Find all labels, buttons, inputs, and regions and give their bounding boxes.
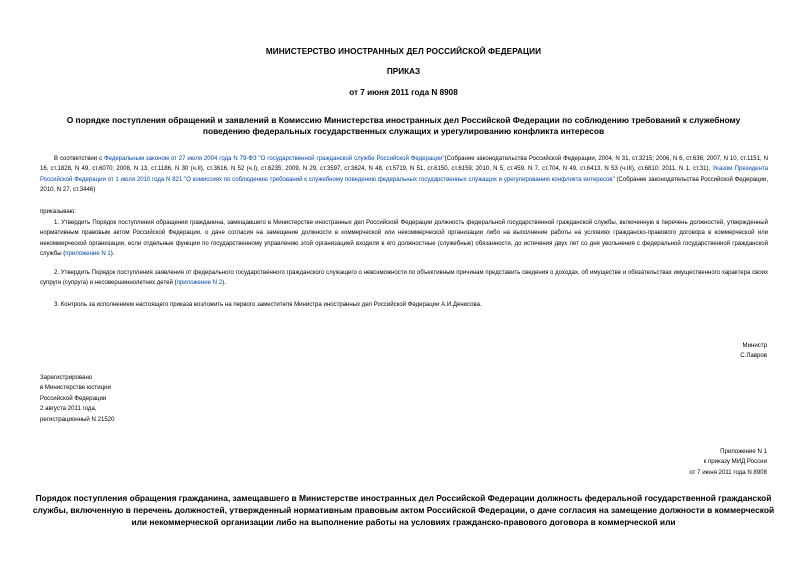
signature-name: С.Лавров — [740, 352, 767, 360]
appendix-line-1: Приложение N 1 — [720, 448, 767, 455]
registration-line-4: 2 августа 2011 года, — [40, 405, 97, 413]
preamble-text-2: (Собрание законодательства Российской Федерации, 2004, N 31, ст.3215; 2006, N 6, ст.636; 2007, N 10, ст.1151, N 16, ст.1828, N 49, ст.6070; 2008, N 13, ст.1186, N 30 (ч.II), ст.3616, N 52 (ч.I), ст.6235; 2009, N 29, ст.3597, ст.3624, N 48, ст.5719, N 51, ст.6150, ст.6159; 2010, N 5, ст.459, N 7, ст.704, N 49, ст.6413, N 53 (ч.III), ст.6810; 2011, N 1, ст.31), — [40, 156, 768, 173]
signature-block — [740, 341, 767, 362]
appendix-line-2: к приказу МИД России — [703, 458, 767, 466]
item-3-paragraph: 3. Контроль за исполнением настоящего приказа возложить на первого заместителя Министра иностранных дел Российской Федерации А.И.Денисова. — [54, 302, 482, 308]
registration-line-2: в Министерстве юстиции — [40, 384, 111, 392]
registration-line-3: Российской Федерации — [40, 394, 107, 402]
presidential-decree-link[interactable]: Указом Президента Российской Федерации от 1 июля 2010 года N 821 "О комиссиях по соблюдению требований к служебному поведению федеральных государственных служащих и урегулированию конфликта интересов" — [40, 166, 768, 183]
item-2-end: ). — [222, 280, 226, 287]
appendix-line-3: от 7 июня 2011 года N 8908 — [689, 468, 767, 476]
item-2-paragraph — [40, 268, 768, 289]
item-2-text: 2. Утвердить Порядок поступления заявления от федерального государственного гражданского служащего о невозможности по объективным причинам представить сведения о доходах, об имуществе и обязательствах имущественного характера своих супруги (супруга) и несовершеннолетних детей ( — [40, 270, 768, 287]
order-word: приказываю: — [40, 209, 76, 215]
preamble-paragraph — [40, 154, 768, 196]
item-1-text: 1. Утвердить Порядок поступления обращения гражданина, замещавшего в Министерстве иностранных дел Российской Федерации должность федеральной государственной гражданской службы, включенную в перечень должностей, утвержденный нормативным правовым актом Российской Федерации, о даче согласия на замещение должности в коммерческой или некоммерческой организации либо на выполнение работы на условиях гражданско-правового договора в коммерческой или некоммерческой организации, если отдельные функции по государственному управлению этой организацией входили в его должностные (служебные) обязанности, до истечения двух лет со дня увольнения с федеральной государственной гражданской службы ( — [40, 220, 768, 258]
signature-position: Министр — [742, 342, 767, 349]
appendix-header — [689, 447, 767, 478]
registration-line-5: регистрационный N 21520 — [40, 415, 115, 423]
registration-block — [40, 373, 115, 425]
preamble-text-3: (Собрание законодательства Российской Федерации, 2010, N 27, ст.3446) — [40, 176, 768, 194]
doc-type-heading: ПРИКАЗ — [386, 67, 421, 76]
ministry-heading: МИНИСТЕРСТВО ИНОСТРАННЫХ ДЕЛ РОССИЙСКОЙ ФЕДЕРАЦИИ — [265, 47, 542, 56]
appendix-title: Порядок поступления обращения гражданина, замещавшего в Министерстве иностранных дел Российской Федерации должность федеральной государственной гражданской службы, включенную в перечень должностей, утвержденный нормативным правовым актом Российской Федерации, о даче согласия на замещение должности в коммерческой или некоммерческой организации либо на выполнение работы на условиях гражданско-правового договора в коммерческой или — [32, 493, 775, 527]
appendix-2-link[interactable]: приложение N 2 — [176, 280, 223, 287]
federal-law-link[interactable]: Федеральным законом от 27 июля 2004 года N 79-ФЗ "О государственной гражданской службе Российской Федерации" — [104, 156, 445, 162]
item-1-paragraph — [40, 218, 768, 260]
order-title: О порядке поступления обращений и заявлений в Комиссию Министерства иностранных дел Российской Федерации по соблюдению требований к служебному поведению федеральных государственных служащих и урегулированию конфликта интересов — [66, 115, 741, 136]
preamble-text-1: В соответствии с — [54, 156, 105, 162]
appendix-1-link[interactable]: приложение N 1 — [65, 251, 111, 258]
item-1-end: ). — [110, 251, 115, 258]
date-number-heading: от 7 июня 2011 года N 8908 — [349, 88, 458, 97]
registration-line-1: Зарегистрировано — [40, 374, 93, 381]
